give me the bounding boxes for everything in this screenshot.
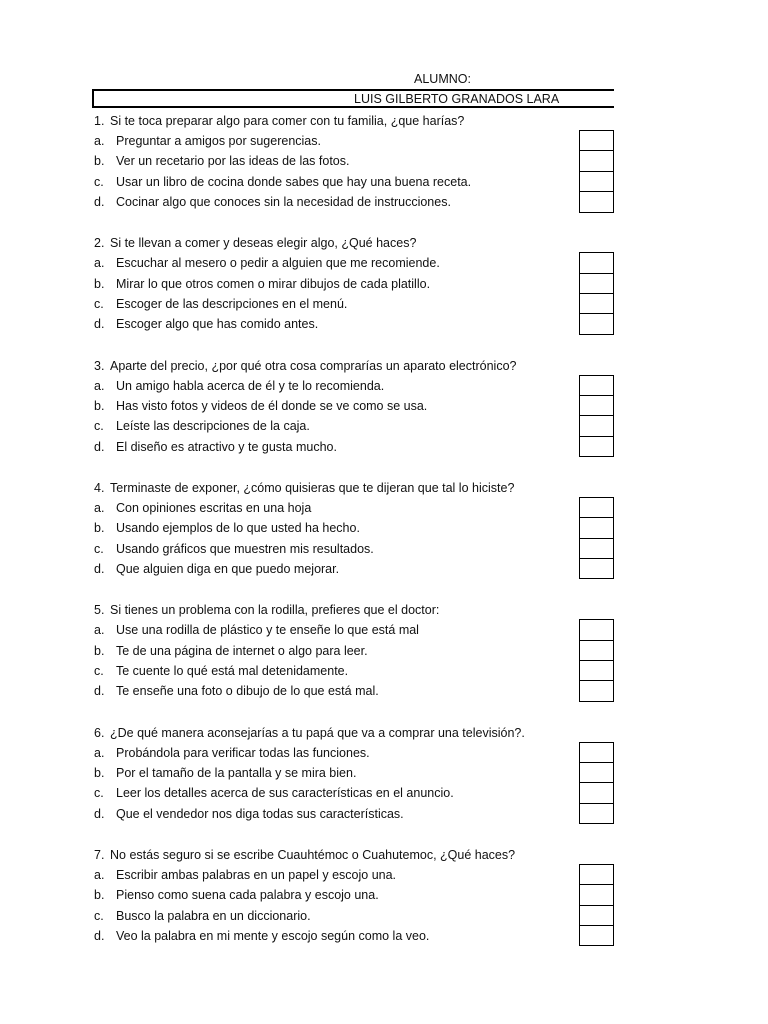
question-2 (94, 233, 634, 335)
question-number: 1. (94, 114, 105, 128)
question-prompt: ¿De qué manera aconsejarías a tu papá que va a comprar una televisión?. (110, 725, 525, 740)
option-text: Que el vendedor nos diga todas sus características. (116, 806, 404, 821)
option-d (94, 926, 634, 946)
question-prompt: Aparte del precio, ¿por qué otra cosa comprarías un aparato electrónico? (110, 358, 517, 373)
answer-box-d[interactable] (580, 681, 613, 701)
question-7 (94, 845, 634, 947)
option-text: Pienso como suena cada palabra y escojo una. (116, 888, 379, 903)
option-c (94, 906, 634, 926)
option-b (94, 396, 634, 416)
option-b (94, 763, 634, 783)
option-text: Probándola para verificar todas las funciones. (116, 745, 370, 760)
option-letter: d. (94, 684, 105, 699)
answer-box-c[interactable] (580, 294, 613, 314)
option-text: Por el tamaño de la pantalla y se mira bien. (116, 765, 357, 780)
question-text (94, 233, 634, 253)
question-4 (94, 478, 634, 580)
option-text: Veo la palabra en mi mente y escojo según como la veo. (116, 928, 430, 943)
question-text (94, 478, 634, 498)
answer-box-a[interactable] (580, 253, 613, 273)
option-a (94, 743, 634, 763)
option-d (94, 192, 634, 212)
option-c (94, 172, 634, 192)
answer-box-a[interactable] (580, 376, 613, 396)
option-text: Te cuente lo qué está mal detenidamente. (116, 663, 349, 678)
answer-box-b[interactable] (580, 518, 613, 538)
option-letter: c. (94, 908, 104, 923)
option-letter: c. (94, 297, 104, 312)
option-letter: a. (94, 500, 105, 515)
option-text: Has visto fotos y videos de él donde se ve como se usa. (116, 398, 428, 413)
option-letter: b. (94, 643, 105, 658)
option-letter: a. (94, 745, 105, 760)
answer-box-b[interactable] (580, 641, 613, 661)
answer-box-c[interactable] (580, 661, 613, 681)
question-prompt: Terminaste de exponer, ¿cómo quisieras que te dijeran que tal lo hiciste? (110, 480, 515, 495)
answer-box-c[interactable] (580, 906, 613, 926)
option-text: Use una rodilla de plástico y te enseñe lo que está mal (116, 623, 419, 638)
answer-box-d[interactable] (580, 804, 613, 824)
answer-box-b[interactable] (580, 151, 613, 171)
option-b (94, 274, 634, 294)
option-text: Escoger algo que has comido antes. (116, 317, 319, 332)
answer-boxes (579, 375, 614, 458)
option-text: Cocinar algo que conoces sin la necesidad de instrucciones. (116, 195, 451, 210)
option-text: Que alguien diga en que puedo mejorar. (116, 562, 340, 577)
answer-box-b[interactable] (580, 885, 613, 905)
option-text: Busco la palabra en un diccionario. (116, 908, 311, 923)
option-letter: d. (94, 928, 105, 943)
option-letter: b. (94, 765, 105, 780)
option-a (94, 131, 634, 151)
option-d (94, 804, 634, 824)
question-number: 4. (94, 480, 105, 495)
option-c (94, 539, 634, 559)
option-c (94, 783, 634, 803)
option-text: Ver un recetario por las ideas de las fotos. (116, 154, 350, 169)
option-letter: a. (94, 378, 105, 393)
answer-box-a[interactable] (580, 865, 613, 885)
option-text: Leer los detalles acerca de sus características en el anuncio. (116, 786, 454, 801)
option-letter: a. (94, 623, 105, 638)
option-text: Un amigo habla acerca de él y te lo recomienda. (116, 378, 385, 393)
question-prompt: Si te llevan a comer y deseas elegir algo, ¿Qué haces? (110, 236, 417, 251)
answer-box-c[interactable] (580, 172, 613, 192)
option-text: Preguntar a amigos por sugerencias. (116, 134, 321, 148)
option-letter: b. (94, 521, 105, 536)
option-text: Usar un libro de cocina donde sabes que hay una buena receta. (116, 174, 472, 189)
question-text (94, 845, 634, 865)
option-letter: a. (94, 867, 105, 882)
option-letter: d. (94, 195, 105, 210)
answer-boxes (579, 252, 614, 335)
answer-box-b[interactable] (580, 763, 613, 783)
question-text (94, 600, 634, 620)
option-a (94, 498, 634, 518)
question-number: 2. (94, 236, 105, 251)
answer-box-a[interactable] (580, 743, 613, 763)
answer-box-b[interactable] (580, 274, 613, 294)
option-letter: d. (94, 806, 105, 821)
option-letter: b. (94, 154, 105, 169)
option-letter: a. (94, 256, 105, 271)
question-number: 3. (94, 358, 105, 373)
answer-box-d[interactable] (580, 559, 613, 579)
option-d (94, 681, 634, 701)
question-6 (94, 723, 634, 825)
option-letter: c. (94, 663, 104, 678)
option-text: Escuchar al mesero o pedir a alguien que me recomiende. (116, 256, 440, 271)
option-text: Escoger de las descripciones en el menú. (116, 297, 348, 312)
answer-box-a[interactable] (580, 131, 613, 151)
option-letter: b. (94, 888, 105, 903)
option-a (94, 253, 634, 273)
option-text: Usando gráficos que muestren mis resultados. (116, 541, 374, 556)
option-d (94, 559, 634, 579)
option-text: Leíste las descripciones de la caja. (116, 419, 310, 434)
option-text: Te de una página de internet o algo para leer. (116, 643, 368, 658)
question-prompt: Si tienes un problema con la rodilla, prefieres que el doctor: (110, 603, 440, 618)
answer-box-b[interactable] (580, 396, 613, 416)
answer-box-a[interactable] (580, 498, 613, 518)
option-letter: b. (94, 276, 105, 291)
answer-box-a[interactable] (580, 620, 613, 640)
option-c (94, 294, 634, 314)
answer-boxes (579, 130, 614, 213)
student-name: LUIS GILBERTO GRANADOS LARA (354, 92, 560, 106)
option-letter: c. (94, 541, 104, 556)
answer-box-c[interactable] (580, 416, 613, 436)
question-5 (94, 600, 634, 702)
option-b (94, 151, 634, 171)
option-b (94, 641, 634, 661)
option-text: Mirar lo que otros comen o mirar dibujos de cada platillo. (116, 276, 431, 291)
answer-box-c[interactable] (580, 539, 613, 559)
question-prompt: No estás seguro si se escribe Cuauhtémoc o Cuahutemoc, ¿Qué haces? (110, 847, 516, 862)
question-number: 7. (94, 847, 105, 862)
option-d (94, 314, 634, 334)
option-text: Escribir ambas palabras en un papel y escojo una. (116, 867, 397, 882)
question-prompt: Si te toca preparar algo para comer con tu familia, ¿que harías? (110, 114, 465, 128)
option-text: Te enseñe una foto o dibujo de lo que está mal. (116, 684, 379, 699)
answer-box-d[interactable] (580, 926, 613, 946)
option-letter: b. (94, 398, 105, 413)
answer-box-d[interactable] (580, 192, 613, 212)
answer-box-c[interactable] (580, 783, 613, 803)
option-letter: d. (94, 562, 105, 577)
option-a (94, 620, 634, 640)
option-c (94, 416, 634, 436)
option-b (94, 518, 634, 538)
answer-box-d[interactable] (580, 437, 613, 457)
question-number: 6. (94, 725, 105, 740)
option-a (94, 865, 634, 885)
answer-boxes (579, 742, 614, 825)
option-text: Con opiniones escritas en una hoja (116, 500, 312, 515)
question-number: 5. (94, 603, 105, 618)
option-d (94, 437, 634, 457)
student-name-box (92, 89, 614, 108)
student-label: ALUMNO: (414, 72, 471, 86)
answer-boxes (579, 497, 614, 580)
option-letter: c. (94, 174, 104, 189)
answer-boxes (579, 619, 614, 702)
answer-boxes (579, 864, 614, 947)
question-text (94, 111, 634, 131)
question-3 (94, 356, 634, 458)
option-a (94, 376, 634, 396)
option-b (94, 885, 634, 905)
answer-box-d[interactable] (580, 314, 613, 334)
option-letter: d. (94, 439, 105, 454)
option-text: El diseño es atractivo y te gusta mucho. (116, 439, 337, 454)
option-letter: c. (94, 419, 104, 434)
option-c (94, 661, 634, 681)
option-text: Usando ejemplos de lo que usted ha hecho. (116, 521, 360, 536)
option-letter: a. (94, 134, 105, 148)
question-text (94, 356, 634, 376)
question-1 (94, 111, 634, 213)
option-letter: d. (94, 317, 105, 332)
option-letter: c. (94, 786, 104, 801)
question-text (94, 723, 634, 743)
